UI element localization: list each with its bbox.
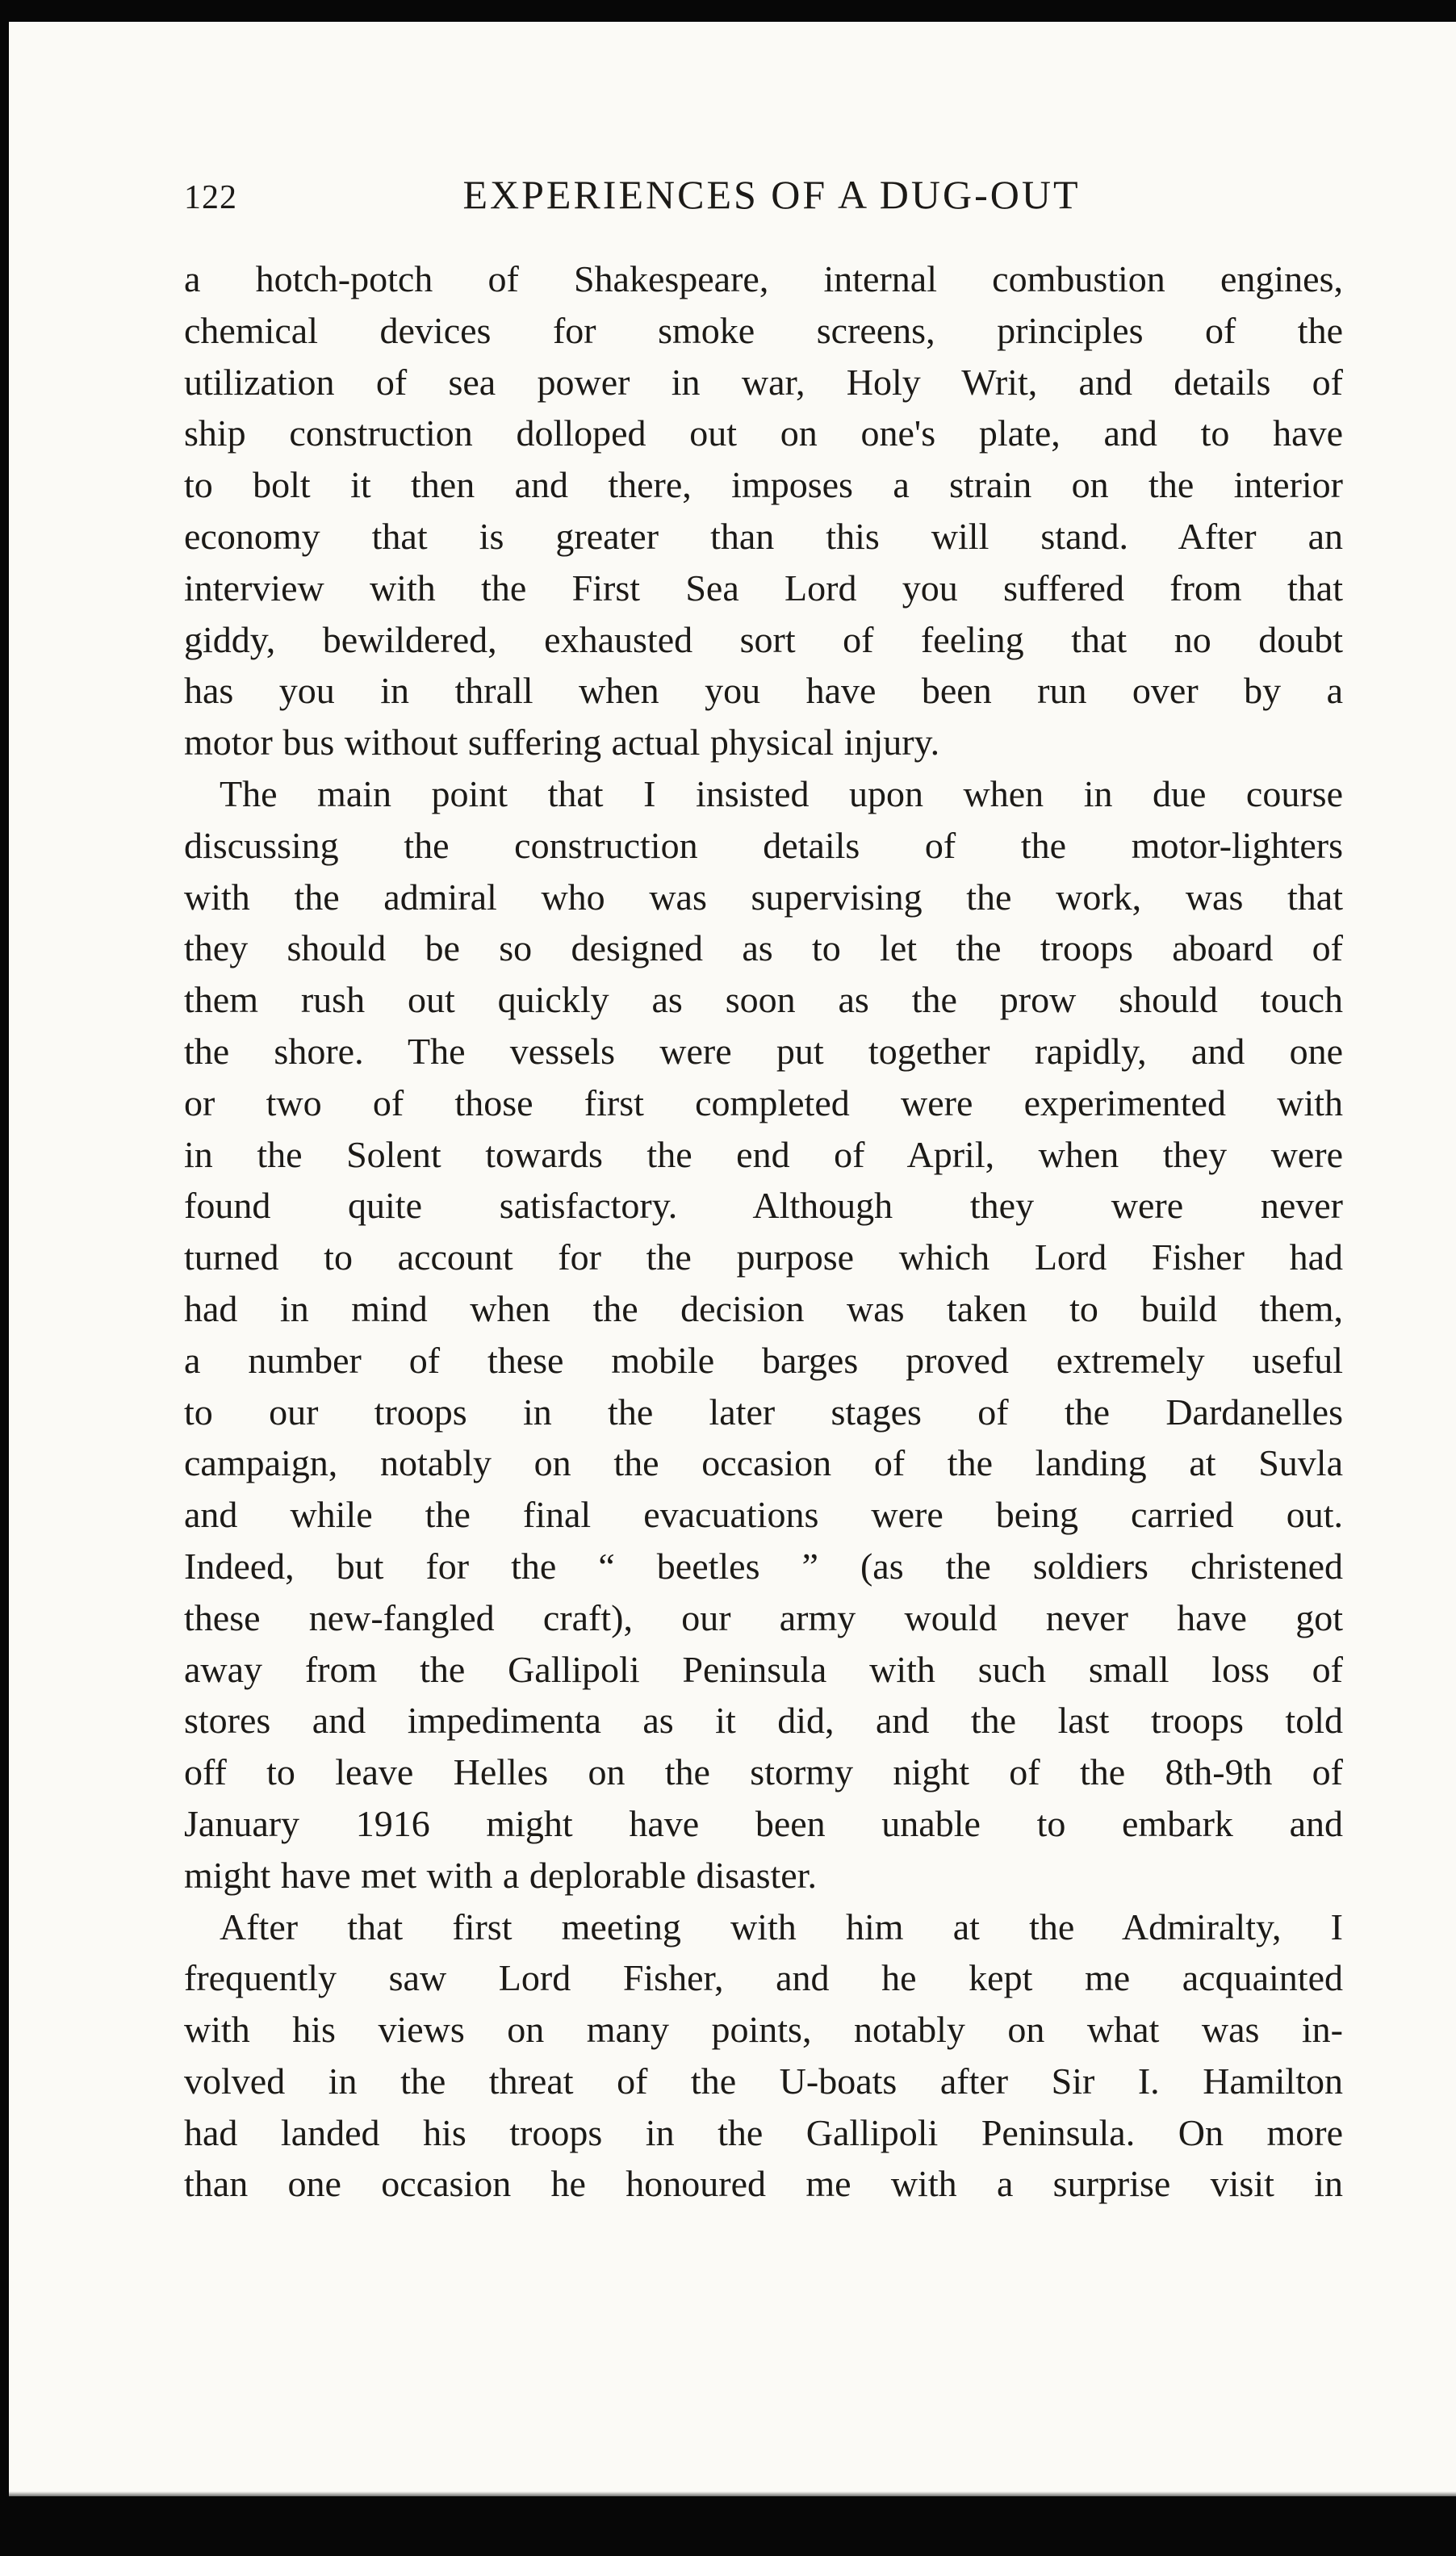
page-content — [184, 171, 1343, 2210]
text-line: Indeed, but for the “ beetles ” (as the soldiers christened — [184, 1545, 1343, 1587]
text-line: off to leave Helles on the stormy night of the 8th-9th of — [184, 1751, 1343, 1793]
text-line: giddy, bewildered, exhausted sort of feeling that no doubt — [184, 618, 1343, 660]
text-line: discussing the construction details of the motor-lighters — [184, 824, 1343, 866]
text-line: them rush out quickly as soon as the prow should touch — [184, 979, 1343, 1021]
text-line: The main point that I insisted upon when in due course — [220, 772, 1343, 814]
text-line: economy that is greater than this will stand. After an — [184, 515, 1343, 557]
text-line: interview with the First Sea Lord you suffered from that — [184, 567, 1343, 609]
paragraph — [184, 768, 1343, 1901]
page-body — [184, 253, 1343, 2210]
text-line: motor bus without suffering actual physical injury. — [184, 722, 940, 763]
scan-edge-bottom — [0, 2496, 1456, 2556]
text-line: away from the Gallipoli Peninsula with such small loss of — [184, 1648, 1343, 1690]
text-line: the shore. The vessels were put together rapidly, and one — [184, 1030, 1343, 1072]
text-line: in the Solent towards the end of April, when they were — [184, 1133, 1343, 1175]
text-line: and while the final evacuations were being carried out. — [184, 1494, 1343, 1536]
paragraph — [184, 1901, 1343, 2211]
text-line: After that first meeting with him at the Admiralty, I — [220, 1905, 1343, 1947]
text-line: January 1916 might have been unable to embark and — [184, 1802, 1343, 1844]
page-number: 122 — [184, 179, 237, 216]
text-line: these new-fangled craft), our army would never have got — [184, 1596, 1343, 1638]
running-title: EXPERIENCES OF A DUG-OUT — [462, 172, 1081, 217]
text-line: might have met with a deplorable disaster. — [184, 1854, 817, 1896]
text-line: stores and impedimenta as it did, and the last troops told — [184, 1700, 1343, 1742]
text-line: a hotch-potch of Shakespeare, internal combustion engines, — [184, 258, 1343, 299]
text-line: found quite satisfactory. Although they were never — [184, 1185, 1343, 1227]
text-line: utilization of sea power in war, Holy Writ, and details of — [184, 361, 1343, 403]
text-line: had in mind when the decision was taken to build them, — [184, 1287, 1343, 1329]
text-line: turned to account for the purpose which Lord Fisher had — [184, 1236, 1343, 1278]
text-line: to our troops in the later stages of the Dardanelles — [184, 1391, 1343, 1433]
scan-edge-left — [0, 0, 9, 2556]
text-line: frequently saw Lord Fisher, and he kept me acquainted — [184, 1957, 1343, 1999]
paragraph — [184, 253, 1343, 768]
text-line: had landed his troops in the Gallipoli Peninsula. On more — [184, 2111, 1343, 2153]
text-line: they should be so designed as to let the troops aboard of — [184, 927, 1343, 969]
scan-edge-top — [0, 0, 1456, 22]
text-line: with his views on many points, notably on what was in- — [184, 2009, 1343, 2051]
text-line: volved in the threat of the U-boats after Sir I. Hamilton — [184, 2060, 1343, 2102]
text-line: has you in thrall when you have been run over by a — [184, 670, 1343, 712]
text-line: a number of these mobile barges proved extremely useful — [184, 1339, 1343, 1381]
text-line: ship construction dolloped out on one's plate, and to have — [184, 412, 1343, 454]
text-line: chemical devices for smoke screens, principles of the — [184, 309, 1343, 351]
text-line: with the admiral who was supervising the work, was that — [184, 876, 1343, 918]
text-line: or two of those first completed were experimented with — [184, 1081, 1343, 1123]
page-header — [184, 171, 1343, 218]
text-line: to bolt it then and there, imposes a strain on the interior — [184, 464, 1343, 506]
text-line: campaign, notably on the occasion of the landing at Suvla — [184, 1442, 1343, 1484]
text-line: than one occasion he honoured me with a surprise visit in — [184, 2163, 1343, 2205]
